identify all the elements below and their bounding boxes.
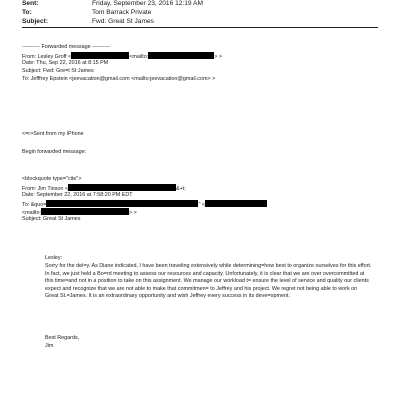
body-greeting: Lesley:: [45, 255, 63, 261]
redaction-bar: [68, 184, 176, 191]
subject-row: [22, 18, 154, 26]
forward1-to: To: Jefffrey Epstein <jeevacation@gmail.com <mailto:jeevacation@gmail.com> >: [22, 76, 216, 82]
begin-forwarded-line: Begin forwarded message:: [22, 149, 87, 155]
subject-value: Fwd: Great St James: [92, 18, 154, 25]
forwarded-divider: ---------- Forwarded message ----------: [22, 44, 111, 50]
forward2-to-prefix: To: &quo=: [22, 202, 47, 208]
redaction-bar: [71, 52, 129, 59]
sent-value: Friday, September 23, 2016 12:19 AM: [92, 0, 203, 7]
forward2-date: Date: September 22, 2016 at 7:58:20 PM EDT: [22, 192, 133, 198]
body-paragraph-text: Sorry for the del=y. As Diane indicated, I have been traveling extensively while determining=how best to organize ourselves for this effort. In fact, we just held a Bo=rd meeting to assess our resources and capacity. Unfortunately, it is clear that we are over overcommitted at this time=and not in a position to take on this assignment. We manage our workload t= ensure the level of service and quality our clients expect and recognize that we are not able to make that commitmen= to Jeffrey and his project. We regret not being able to work on Great St.=James. It is an extraordinary opportunity and wish Jeffrey every success in its deve=opment.: [45, 263, 372, 300]
forward2-mailto-suffix: > >: [129, 210, 137, 216]
redaction-bar: [46, 200, 198, 207]
forward1-subject: Subject: Fwd: Gre=t St James: [22, 68, 94, 74]
forward2-from-prefix: From: Jim Tinson <: [22, 186, 68, 192]
blockquote-line: <blockquote type="cite">: [22, 176, 82, 182]
sent-row: [22, 0, 203, 8]
to-value: Tom Barrack Private: [92, 9, 152, 16]
subject-label: Subject:: [22, 18, 49, 25]
forward2-mailto-prefix: <mailto:: [22, 210, 42, 216]
forward1-from-mid: <mailto:: [129, 54, 149, 60]
forward1-from-prefix: From: Lesley Groff <: [22, 54, 72, 60]
forward1-date: Date: Thu, Sep 22, 2016 at 8:15 PM: [22, 60, 109, 66]
to-label: To:: [22, 9, 32, 16]
to-row: [22, 9, 151, 17]
redaction-bar: [148, 52, 214, 59]
forward2-from-suffix: &+t;: [175, 186, 186, 192]
forward2-to-mid: " <: [198, 202, 205, 208]
header-divider: [22, 27, 378, 28]
body-paragraph: [22, 263, 372, 301]
forward2-subject: Subject: Great St James: [22, 216, 81, 222]
redaction-bar: [41, 208, 129, 215]
sent-label: Sent:: [22, 0, 39, 7]
body-closing: Best Regards,: [45, 335, 80, 341]
redaction-bar: [205, 200, 267, 207]
sent-from-line: <=r>Sent from my iPhone: [22, 131, 84, 137]
forward1-from-suffix: > >: [214, 54, 223, 60]
body-signature: Jim: [45, 343, 54, 349]
